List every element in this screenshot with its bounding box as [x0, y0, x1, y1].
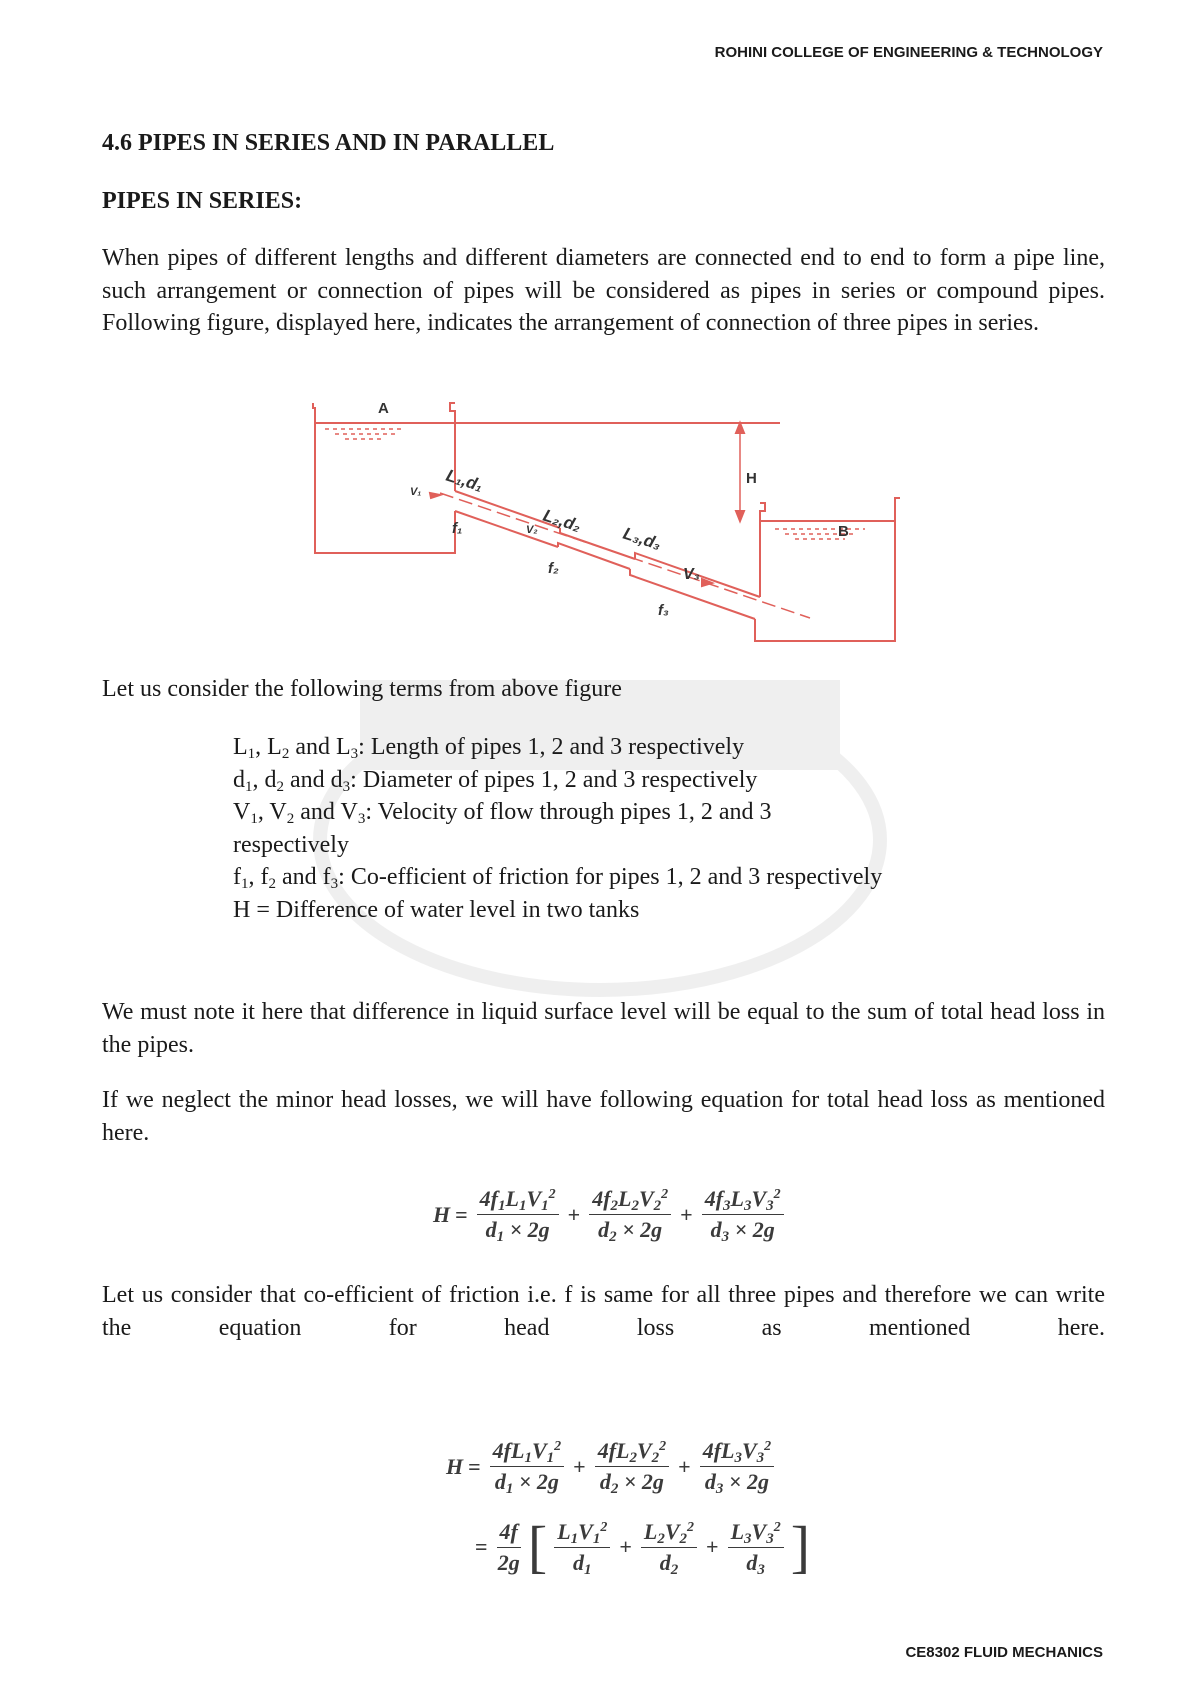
label-f3: f₃ [658, 602, 669, 619]
head-arrow-top [736, 423, 744, 433]
tank-b-outline [755, 498, 900, 641]
section-subtitle: PIPES IN SERIES: [102, 188, 303, 214]
label-pipe-2: L₂,d₂ [540, 505, 584, 536]
term-diameter: $d_1$, $d_2$ and $d_3$: Diameter of pipes 1, 2 and 3 respectively [233, 766, 758, 795]
same-friction-paragraph: Let us consider that co-efficient of friction i.e. f is same for all three pipes and therefore we can write the equation for head loss as mentioned here. [102, 1282, 1105, 1341]
tank-a-outline [313, 403, 455, 553]
head-loss-equation-2: H = $\frac{4fL_1V_1^2}{d_1 \times 2g}$ + $\frac{4fL_2V_2^2}{d_2 \times 2g}$ + $\frac{4fL_3V_3^2}{d_3 \times 2g}$ [446, 1438, 778, 1495]
note-paragraph: We must note it here that difference in liquid surface level will be equal to the sum of total head loss in the pipes. [102, 999, 1105, 1058]
label-tank-b: B [838, 523, 849, 540]
terms-list [233, 731, 893, 926]
label-f1: f₁ [452, 520, 463, 537]
label-head: H [746, 470, 757, 487]
label-v1: V₁ [410, 486, 422, 498]
label-f2: f₂ [548, 560, 559, 577]
label-tank-a: A [378, 400, 389, 417]
label-pipe-3: L₃,d₃ [620, 523, 664, 554]
term-velocity: $V_1$, $V_2$ and $V_3$: Velocity of flow through pipes 1, 2 and 3 respectively [233, 799, 772, 858]
section-title: 4.6 PIPES IN SERIES AND IN PARALLEL [102, 130, 555, 156]
page-header: ROHINI COLLEGE OF ENGINEERING & TECHNOLOGY [714, 44, 1103, 61]
term-head: H = Difference of water level in two tanks [233, 896, 640, 923]
neglect-paragraph: If we neglect the minor head losses, we will have following equation for total head loss as mentioned here. [102, 1087, 1105, 1146]
tank-b-left-wall [760, 503, 765, 597]
pipe-2-bottom [558, 543, 630, 569]
term-friction: $f_1$, $f_2$ and $f_3$: Co-efficient of friction for pipes 1, 2 and 3 respectively [233, 864, 883, 892]
pipes-in-series-figure [290, 393, 920, 643]
head-loss-equation-1: H = $\frac{4f_1L_1V_1^2}{d_1 \times 2g}$ + $\frac{4f_2L_2V_2^2}{d_2 \times 2g}$ + $\frac{4f_3L_3V_3^2}{d_3 \times 2g}$ [433, 1186, 788, 1243]
label-pipe-1: L₁,d₁ [443, 465, 486, 496]
label-v3: V₃ [683, 566, 700, 583]
term-length: $L_1$, $L_2$ and $L_3$: Length of pipes 1, 2 and 3 respectively [233, 734, 745, 762]
head-loss-equation-3: = $\frac{4f}{2g}$ [ $\frac{L_1V_1^2}{d_1}$ + $\frac{L_2V_2^2}{d_2}$ + $\frac{L_3V_3^2}{d_3}$ ] [475, 1514, 811, 1579]
consider-paragraph: Let us consider the following terms from above figure [102, 676, 622, 702]
intro-paragraph: When pipes of different lengths and different diameters are connected end to end to form a pipe line, such arrangement or connection of pipes will be considered as pipes in series or compound pipes. Following figure, displayed here, indicates the arrangement of connection of three pipes in series. [102, 245, 1105, 336]
head-arrow-bottom [736, 511, 744, 521]
page-footer: CE8302 FLUID MECHANICS [905, 1644, 1103, 1661]
flow-arrow-1 [430, 493, 440, 498]
label-v2: V₂ [526, 524, 538, 536]
